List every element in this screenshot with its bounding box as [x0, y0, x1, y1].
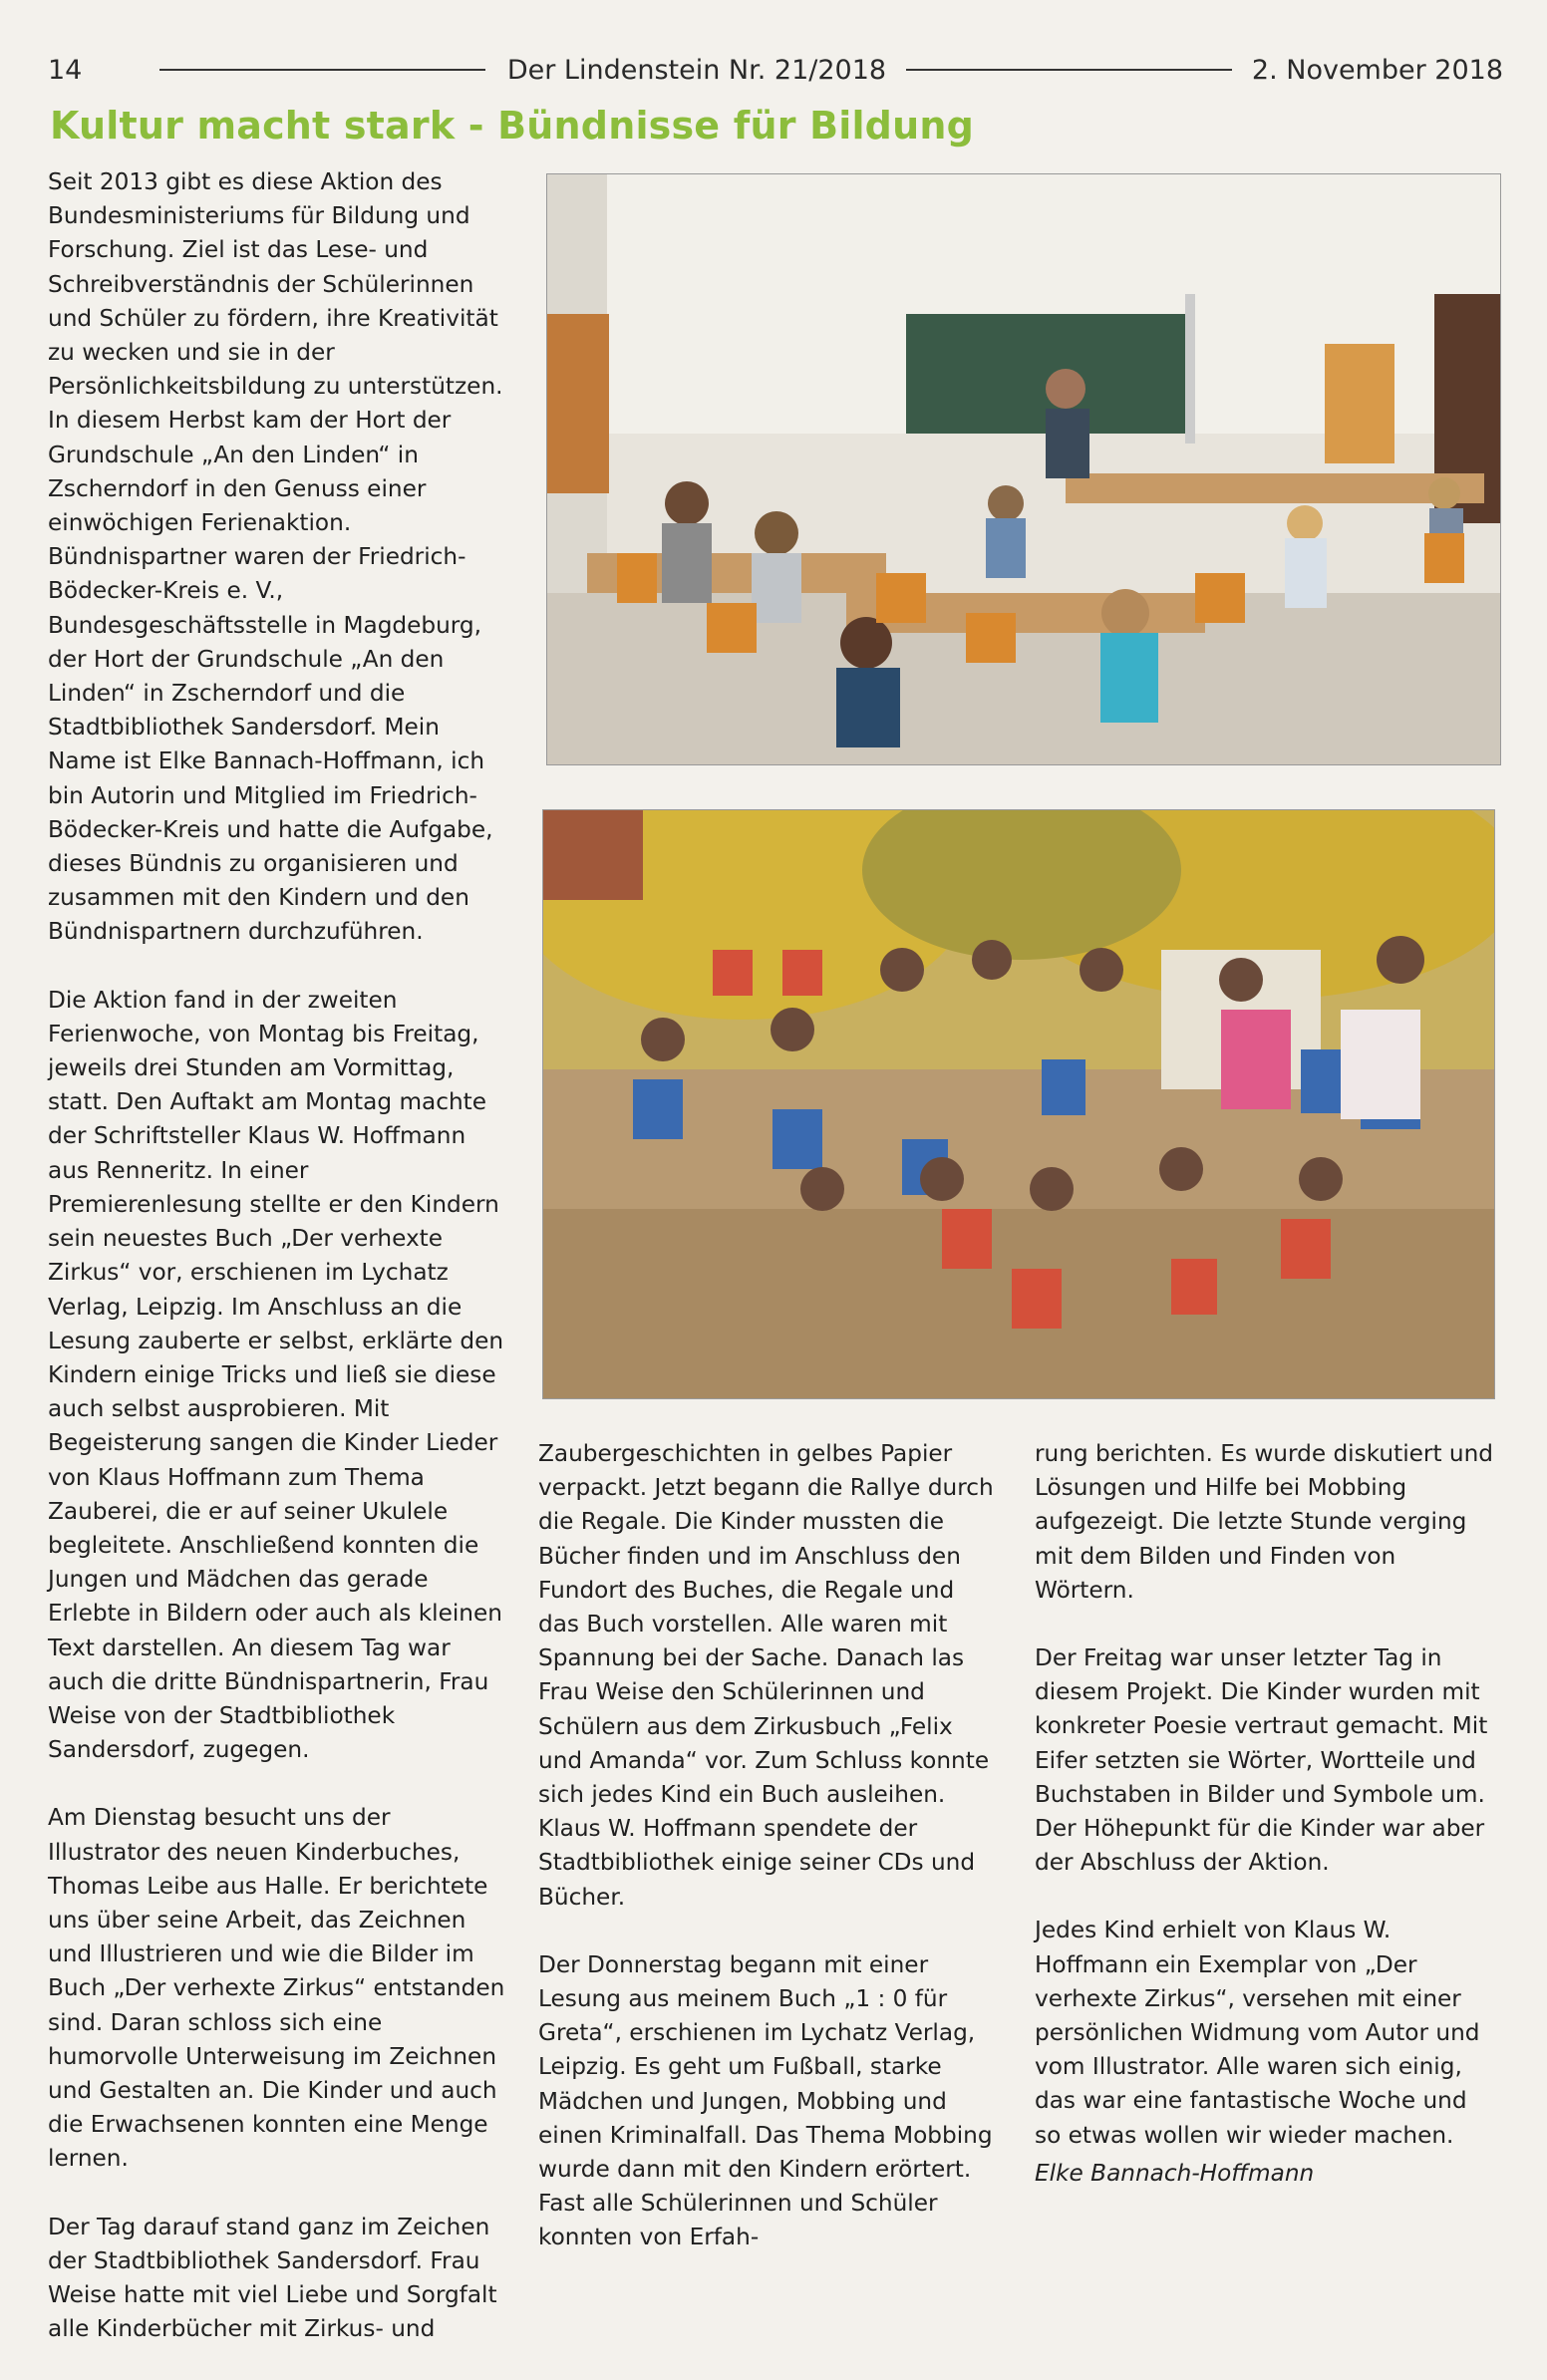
text-column-1 [48, 165, 506, 2380]
classroom-photo [546, 173, 1501, 765]
author-signature: Elke Bannach-Hoffmann [1035, 2159, 1315, 2187]
paragraph: Jedes Kind erhielt von Klaus W. Hoffmann ein Exemplar von „Der verhexte Zirkus“, versehen mit einer persönlichen Widmung vom Autor und vom Illustrator. Alle waren sich einig, das war eine fantastische Woche und so etwas wollen wir wieder machen. [1035, 1917, 1480, 2149]
text-column-3 [1035, 1437, 1493, 2191]
text-column-2 [538, 1437, 997, 2289]
article-title: Kultur macht stark - Bündnisse für Bildung [50, 104, 974, 148]
issue-date: 2. November 2018 [1251, 54, 1504, 86]
paragraph: Am Dienstag besucht uns der Illustrator des neuen Kinderbuches, Thomas Leibe aus Halle. Er berichtete uns über seine Arbeit, das Zeichnen und Illustrieren und wie die Bilder im Buch „Der verhexte Zirkus“ entstanden sind. Daran schloss sich eine humorvolle Unterweisung im Zeichnen und Gestalten an. Die Kinder und auch die Erwachsenen konnten eine Menge lernen. [48, 1804, 505, 2173]
publication-name: Der Lindenstein Nr. 21/2018 [506, 54, 887, 86]
header-rule-right [906, 69, 1232, 71]
page-number: 14 [48, 54, 83, 86]
paragraph: Der Tag darauf stand ganz im Zeichen der Stadtbibliothek Sandersdorf. Frau Weise hatte mit viel Liebe und Sorgfalt alle Kinderbücher mit Zirkus- und [48, 2213, 497, 2343]
header-rule-left [159, 69, 485, 71]
paragraph: Der Donnerstag begann mit einer Lesung aus meinem Buch „1 : 0 für Greta“, erschienen im Lychatz Verlag, Leipzig. Es geht um Fußball, starke Mädchen und Jungen, Mobbing und einen Kriminalfall. Das Thema Mobbing wurde dann mit den Kindern erörtert. Fast alle Schülerinnen und Schüler konnten von Erfah- [538, 1950, 993, 2251]
paragraph: Seit 2013 gibt es diese Aktion des Bundesministeriums für Bildung und Forschung. Ziel ist das Lese- und Schreibverständnis der Schülerinnen und Schüler zu fördern, ihre Kreativität zu wecken und sie in der Persönlichkeitsbildung zu unterstützen. In diesem Herbst kam der Hort der Grundschule „An den Linden“ in Zscherndorf in den Genuss einer einwöchigen Ferienaktion. Bündnispartner waren der Friedrich-Bödecker-Kreis e. V., Bundesgeschäftsstelle in Magdeburg, der Hort der Grundschule „An den Linden“ in Zscherndorf und die Stadtbibliothek Sandersdorf. Mein Name ist Elke Bannach-Hoffmann, ich bin Autorin und Mitglied im Friedrich-Bödecker-Kreis und hatte die Aufgabe, dieses Bündnis zu organisieren und zusammen mit den Kindern und den Bündnispartnern durchzuführen. [48, 168, 503, 946]
paragraph: Der Freitag war unser letzter Tag in diesem Projekt. Die Kinder wurden mit konkreter Poesie vertraut gemacht. Mit Eifer setzten sie Wörter, Wortteile und Buchstaben in Bilder und Symbole um. Der Höhepunkt für die Kinder war aber der Abschluss der Aktion. [1035, 1644, 1488, 1877]
page-header [48, 50, 1503, 90]
group-photo [542, 809, 1495, 1399]
paragraph: rung berichten. Es wurde diskutiert und Lösungen und Hilfe bei Mobbing aufgezeigt. Die letzte Stunde verging mit dem Bilden und Finden von Wörtern. [1035, 1440, 1494, 1604]
paragraph: Die Aktion fand in der zweiten Ferienwoche, von Montag bis Freitag, jeweils drei Stunden am Vormittag, statt. Den Auftakt am Montag machte der Schriftsteller Klaus W. Hoffmann aus Renneritz. In einer Premierenlesung stellte er den Kindern sein neuestes Buch „Der verhexte Zirkus“ vor, erschienen im Lychatz Verlag, Leipzig. Im Anschluss an die Lesung zauberte er selbst, erklärte den Kindern einige Tricks und ließ sie diese auch selbst ausprobieren. Mit Begeisterung sangen die Kinder Lieder von Klaus Hoffmann zum Thema Zauberei, die er auf seiner Ukulele begleitete. Anschließend konnten die Jungen und Mädchen das gerade Erlebte in Bildern oder auch als kleinen Text darstellen. An diesem Tag war auch die dritte Bündnispartnerin, Frau Weise von der Stadtbibliothek Sandersdorf, zugegen. [48, 986, 504, 1764]
paragraph: Zaubergeschichten in gelbes Papier verpackt. Jetzt begann die Rallye durch die Regale. Die Kinder mussten die Bücher finden und im Anschluss den Fundort des Buches, die Regale und das Buch vorstellen. Alle waren mit Spannung bei der Sache. Danach las Frau Weise den Schülerinnen und Schülern aus dem Zirkusbuch „Felix und Amanda“ vor. Zum Schluss konnte sich jedes Kind ein Buch ausleihen. Klaus W. Hoffmann spendete der Stadtbibliothek einige seiner CDs und Bücher. [538, 1440, 994, 1911]
